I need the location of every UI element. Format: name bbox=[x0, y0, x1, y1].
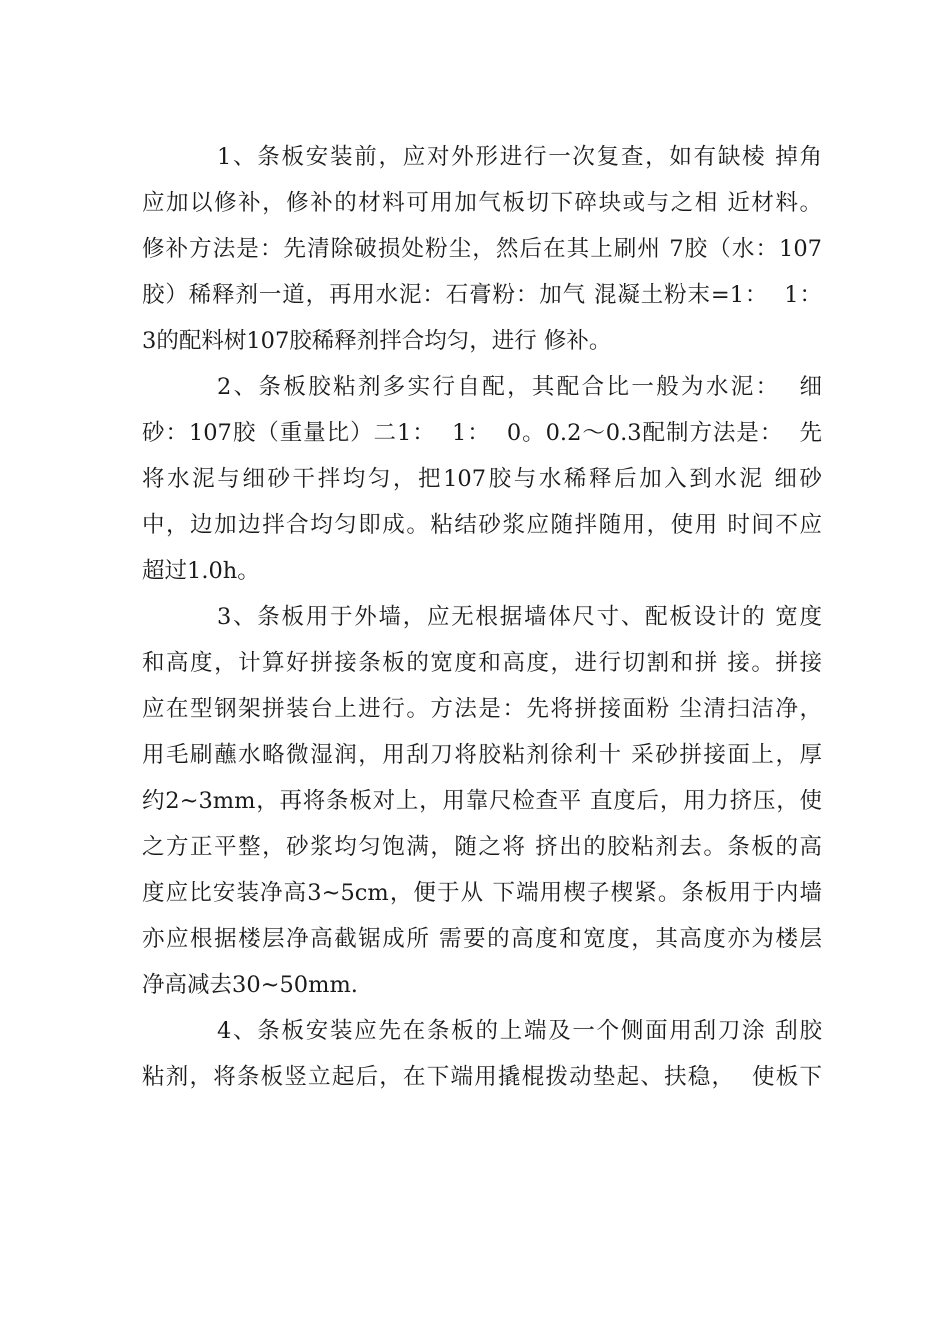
document-body bbox=[142, 134, 822, 1100]
text-line: 1、条板安装前，应对外形进行一次复查，如有缺棱 掉角 bbox=[217, 144, 822, 170]
text-line: 3的配料树107胶稀释剂拌合均匀，进行 修补。 bbox=[142, 328, 612, 354]
text-line: 应在型钢架拼装台上进行。方法是：先将拼接面粉 尘清扫洁净， bbox=[142, 696, 822, 722]
text-line: 4、条板安装应先在条板的上端及一个侧面用刮刀涂 刮胶 bbox=[217, 1018, 822, 1044]
text-line: 净高减去30~50mm. bbox=[142, 972, 358, 998]
text-line: 和高度，计算好拼接条板的宽度和高度，进行切割和拼 接。拼接 bbox=[142, 650, 822, 676]
text-line: 胶）稀释剂一道，再用水泥：石膏粉：加气 混凝土粉末=1： 1： bbox=[142, 282, 822, 308]
paragraph-3 bbox=[142, 594, 822, 1008]
text-line: 3、条板用于外墙，应无根据墙体尺寸、配板设计的 宽度 bbox=[217, 604, 822, 630]
text-line: 粘剂，将条板竖立起后，在下端用撬棍拨动垫起、扶稳， 使板下 bbox=[142, 1064, 822, 1090]
text-line: 应加以修补，修补的材料可用加气板切下碎块或与之相 近材料。 bbox=[142, 190, 822, 216]
text-line: 约2~3mm，再将条板对上，用靠尺检查平 直度后，用力挤压，使 bbox=[142, 788, 822, 814]
text-line: 亦应根据楼层净高截锯成所 需要的高度和宽度，其高度亦为楼层 bbox=[142, 926, 822, 952]
text-line: 度应比安装净高3~5cm，便于从 下端用楔子楔紧。条板用于内墙 bbox=[142, 880, 822, 906]
paragraph-1 bbox=[142, 134, 822, 364]
text-line: 砂：107胶（重量比）二1： 1： 0。0.2〜0.3配制方法是： 先 bbox=[142, 420, 822, 446]
text-line: 将水泥与细砂干拌均匀，把107胶与水稀释后加入到水泥 细砂 bbox=[142, 466, 822, 492]
text-line: 修补方法是：先清除破损处粉尘，然后在其上刷州 7胶（水：107 bbox=[142, 236, 822, 262]
text-line: 2、条板胶粘剂多实行自配，其配合比一般为水泥： 细 bbox=[217, 374, 822, 400]
paragraph-4 bbox=[142, 1008, 822, 1100]
text-line: 超过1.0h。 bbox=[142, 558, 260, 584]
text-line: 用毛刷蘸水略微湿润，用刮刀将胶粘剂徐利十 采砂拼接面上，厚 bbox=[142, 742, 822, 768]
text-line: 之方正平整，砂浆均匀饱满，随之将 挤出的胶粘剂去。条板的高 bbox=[142, 834, 822, 860]
text-line: 中，边加边拌合均匀即成。粘结砂浆应随拌随用，使用 时间不应 bbox=[142, 512, 822, 538]
paragraph-2 bbox=[142, 364, 822, 594]
